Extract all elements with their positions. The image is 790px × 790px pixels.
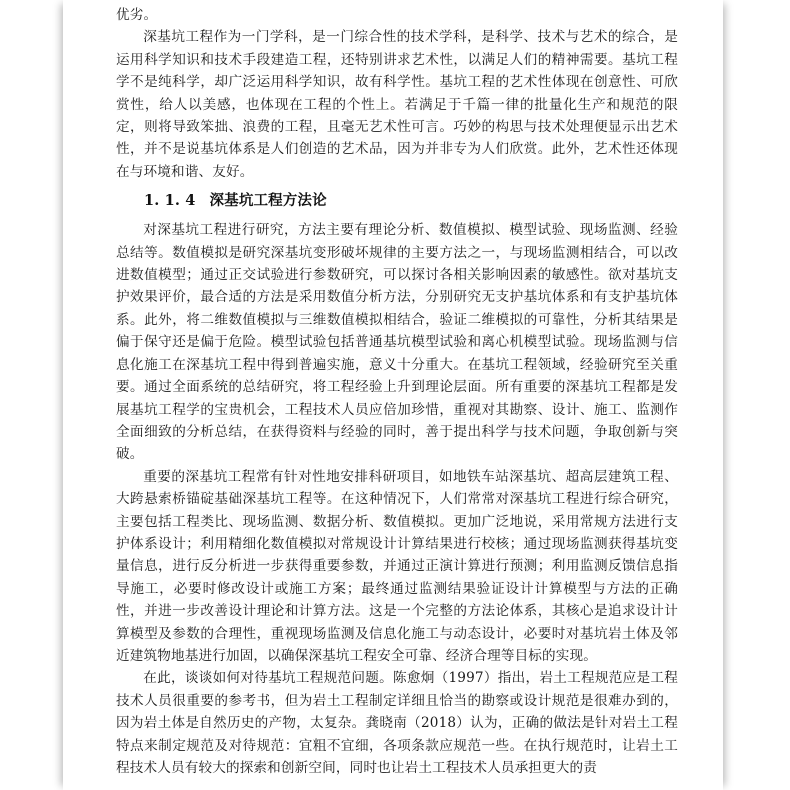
paragraph-research-projects: 重要的深基坑工程常有针对性地安排科研项目，如地铁车站深基坑、超高层建筑工程、大跨悬索桥锚碇基础深基坑工程等。在这种情况下，人们常常对深基坑工程进行综合研究，主要包括工程类比、现场监测、数据分析、数值模拟。更加广泛地说，采用常规方法进行支护体系设计；利用精细化数值模拟对常规设计计算结果进行校核；通过现场监测获得基坑变量信息，进行反分析进一步获得重要参数，并通过正演计算进行预测；利用监测反馈信息指导施工，必要时修改设计或施工方案；最终通过监测结果验证设计计算模型与方法的正确性，并进一步改善设计理论和计算方法。这是一个完整的方法论体系，其核心是追求设计计算模型及参数的合理性，重视现场监测及信息化施工与动态设计，必要时对基坑岩土体及邻近建筑物地基进行加固，以确保深基坑工程安全可靠、经济合理等目标的实现。	[116, 468, 678, 664]
paragraph-discipline-art: 深基坑工程作为一门学科，是一门综合性的技术学科，是科学、技术与艺术的综合，是运用科学知识和技术手段建造工程，还特别讲求艺术性，以满足人们的精神需要。基坑工程学不是纯科学，却广泛运用科学知识，故有科学性。基坑工程的艺术性体现在创意性、可欣赏性，给人以美感，也体现在工程的个性上。若满足于千篇一律的批量化生产和规范的限定，则将导致笨拙、浪费的工程，且毫无艺术性可言。巧妙的构思与技术处理便显示出艺术性，并不是说基坑体系是人们创造的艺术品，因为并非专为人们欣赏。此外，艺术性还体现在与环境和谐、友好。	[116, 29, 678, 180]
section-title: 深基坑工程方法论	[209, 193, 327, 210]
document-page	[63, 0, 723, 790]
section-heading	[116, 190, 678, 212]
paragraph-standards: 在此，谈谈如何对待基坑工程规范问题。陈愈炯（1997）指出，岩土工程规范应是工程技术人员很重要的参考书，但为岩土工程制定详细且恰当的勘察或设计规范是很难办到的，因为岩土体是自然历史的产物，太复杂。龚晓南（2018）认为，正确的做法是针对岩土工程特点来制定规范及对待规范：宜粗不宜细，各项条款应规范一些。在执行规范时，让岩土工程技术人员有较大的探索和创新空间，同时也让岩土工程技术人员承担更大的责	[116, 670, 678, 776]
section-number: 1. 1. 4	[144, 192, 196, 210]
paragraph-research-methods: 对深基坑工程进行研究，方法主要有理论分析、数值模拟、模型试验、现场监测、经验总结等。数值模拟是研究深基坑变形破坏规律的主要方法之一，与现场监测相结合，可以改进数值模型；通过正交试验进行参数研究，可以探讨各相关影响因素的敏感性。欲对基坑支护效果评价，最合适的方法是采用数值分析方法，分别研究无支护基坑体系和有支护基坑体系。此外，将二维数值模拟与三维数值模拟相结合，验证二维模拟的可靠性，分析其结果是偏于保守还是偏于危险。模型试验包括普通基坑模型试验和离心机模型试验。现场监测与信息化施工在深基坑工程中得到普遍实施，意义十分重大。在基坑工程领域，经验研究至关重要。通过全面系统的总结研究，将工程经验上升到理论层面。所有重要的深基坑工程都是发展基坑工程学的宝贵机会，工程技术人员应倍加珍惜，重视对其勘察、设计、施工、监测作全面细致的分析总结，在获得资料与经验的同时，善于提出科学与技术问题，争取创新与突破。	[116, 222, 678, 463]
page-content	[116, 4, 678, 779]
paragraph-fragment: 优劣。	[116, 7, 158, 23]
